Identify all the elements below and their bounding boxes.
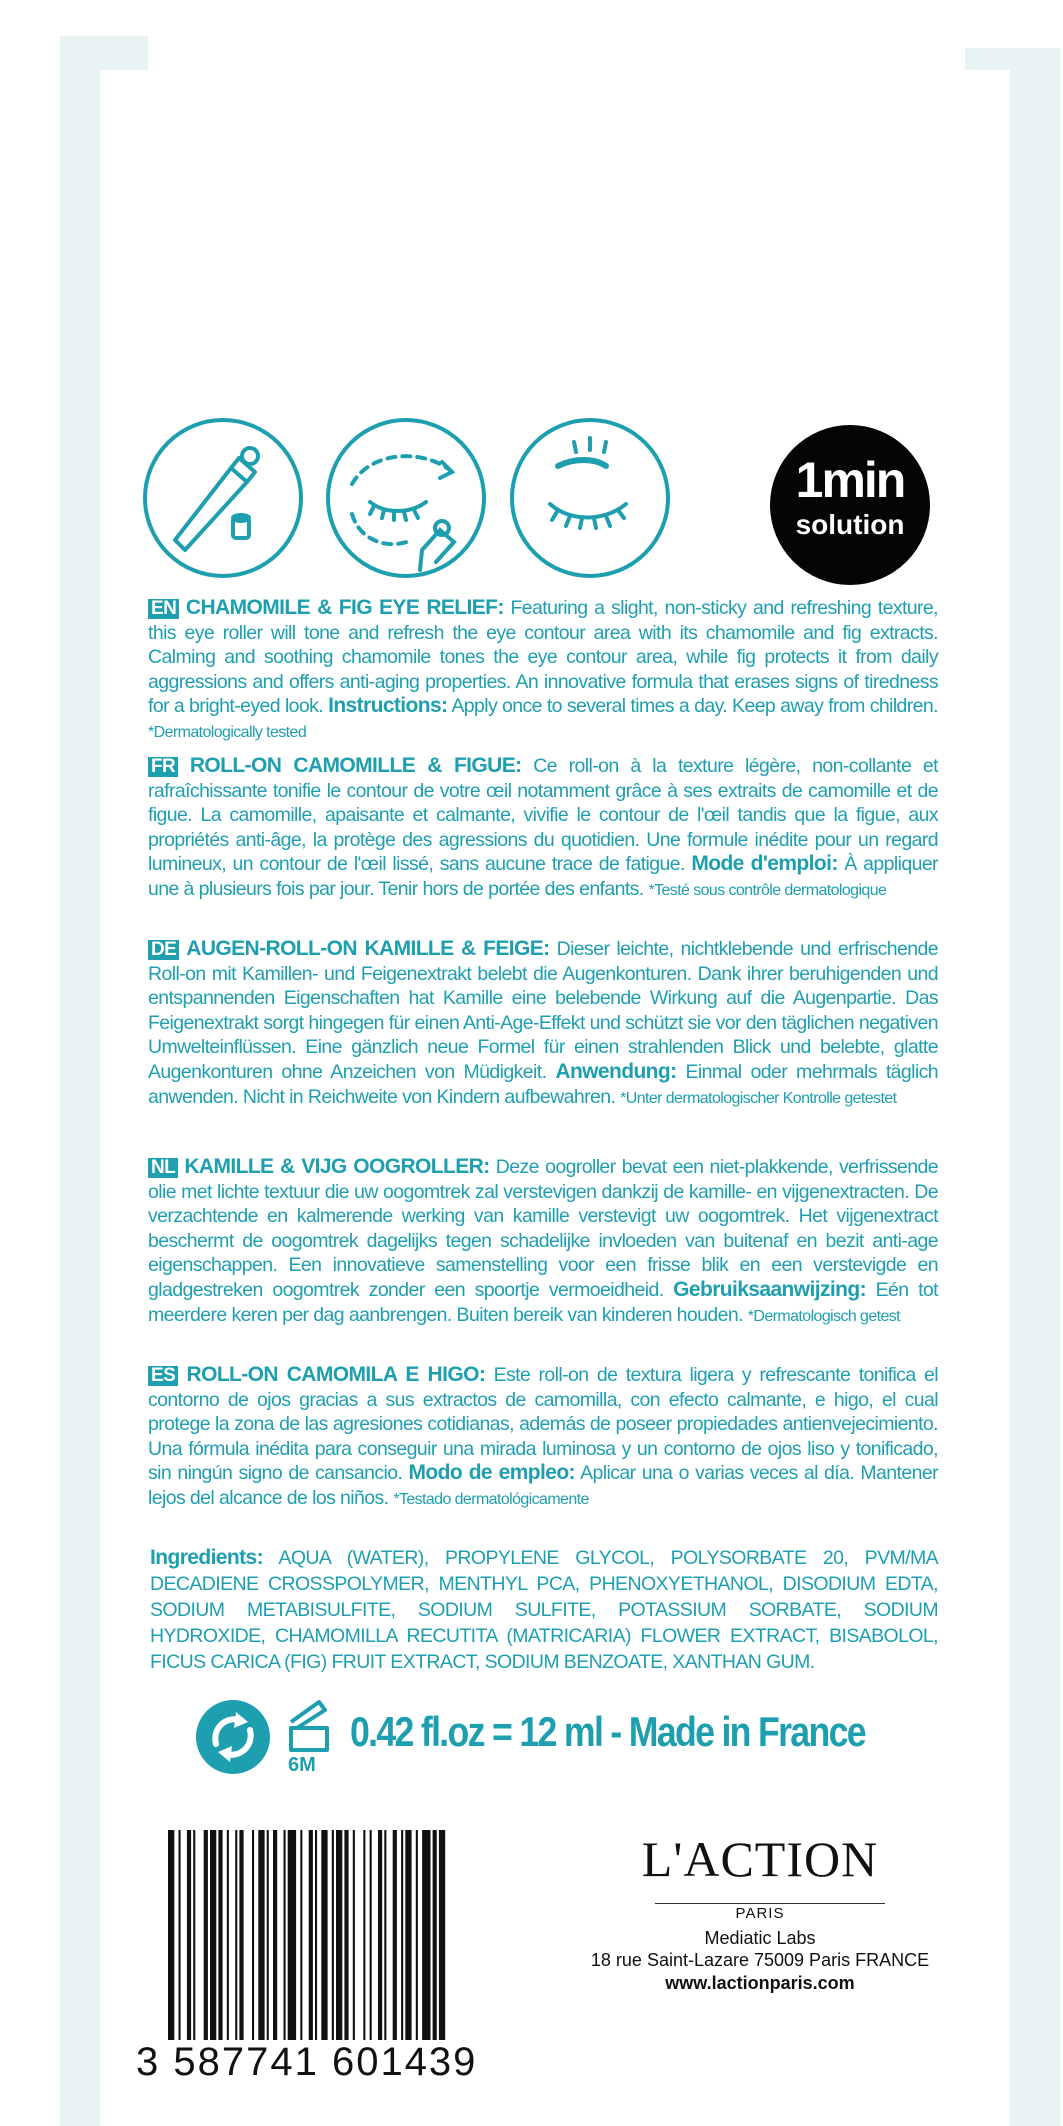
- company-address: 18 rue Saint-Lazare 75009 Paris FRANCE: [590, 1950, 930, 1970]
- section-title: KAMILLE & VIJG OOGROLLER:: [184, 1155, 490, 1178]
- lang-code-es: ES: [148, 1366, 178, 1386]
- instructions-text: Eén tot meerdere keren per dag aanbrengen. Buiten bereik van kinderen houden.: [148, 1278, 938, 1326]
- section-body: Ce roll-on à la texture légère, non-collante et rafraîchissante tonifie le contour de votre œil notamment grâce à ses extraits de camomille et de figue. La camomille, apaisante et calmante, vivifie le contour de l'œil tandis que la figue, aux propriétés anti-âge, la protège des agressions du quotidien. Une formule inédite pour un regard lumineux, un contour de l'œil lissé, sans aucune trace de fatigue.: [148, 755, 938, 876]
- test-note: *Testado dermatológicamente: [393, 1490, 589, 1508]
- badge-small-text: solution: [795, 509, 905, 540]
- lang-code-en: EN: [148, 599, 179, 619]
- instructions-text: Einmal oder mehrmals täglich anwenden. Nicht in Reichweite von Kindern aufbewahren.: [148, 1060, 938, 1108]
- section-body: Dieser leichte, nichtklebende und erfrischende Roll-on mit Kamillen- und Feigenextrakt belebt die Augenkonturen. Dank ihrer beruhigenden und entspannenden Eigenschaften hat Kamille eine belebende Wirkung auf die Augenpartie. Das Feigenextrakt sorgt hingegen für einen Anti-Age-Effekt und schützt sie vor den täglichen negativen Umwelteinflüssen. Eine gänzlich neue Formel für einen strahlenden Blick und belebte, glatte Augenkonturen ohne Anzeichen von Müdigkeit.: [148, 938, 938, 1083]
- instructions-text: Aplicar una o varias veces al día. Mantener lejos del alcance de los niños.: [148, 1462, 938, 1509]
- pao-label: 6M: [288, 1754, 316, 1776]
- section-title: ROLL-ON CAMOMILA E HIGO:: [186, 1363, 486, 1386]
- instructions-label: Instructions:: [328, 694, 448, 718]
- apply-motion-icon: [326, 418, 486, 578]
- section-title: CHAMOMILE & FIG EYE RELIEF:: [185, 596, 504, 619]
- instructions-text: Apply once to several times a day. Keep away from children.: [451, 695, 938, 718]
- section-body: Deze oogroller bevat een niet-plakkende, verfrissende olie met lichte textuur die uw oogomtrek zal verstevigen dankzij de kamille- en vijgenextracten. De verzachtende en kalmerende werking van kamille verstevigt uw oogomtrek. Het vijgenextract beschermt de oogomtrek dagelijks tegen schadelijke invloeden van buitenaf en bezit anti-age eigenschappen. Een innovatieve samenstelling voor een frisse blik en een verstevigde en gladgestreken oogomtrek zonder een spoortje vermoeidheid.: [148, 1156, 938, 1301]
- section-title: ROLL-ON CAMOMILLE & FIGUE:: [189, 754, 522, 777]
- barcode-graphic: [168, 1830, 508, 2040]
- test-note: *Unter dermatologischer Kontrolle getestet: [620, 1089, 897, 1107]
- ingredients-block: [150, 1545, 938, 1675]
- section-es: [148, 1363, 938, 1513]
- badge-big-text: 1min: [795, 452, 905, 508]
- lang-code-nl: NL: [148, 1158, 178, 1178]
- brand-divider: [655, 1903, 885, 1904]
- one-min-solution-badge: [770, 425, 930, 585]
- roller-icon: [143, 418, 303, 578]
- company-name: Mediatic Labs: [704, 1928, 816, 1948]
- brand-city: PARIS: [735, 1905, 785, 1922]
- test-note: *Dermatologically tested: [148, 723, 307, 741]
- lang-code-de: DE: [148, 940, 179, 960]
- lang-code-fr: FR: [148, 757, 178, 777]
- section-en: [148, 596, 938, 746]
- brand-logo: L'ACTION: [641, 1831, 879, 1887]
- ingredients-label: Ingredients:: [150, 1546, 263, 1569]
- bright-eye-icon: [510, 418, 670, 578]
- instructions-label: Modo de empleo:: [408, 1461, 575, 1485]
- ingredients-list: AQUA (WATER), PROPYLENE GLYCOL, POLYSORBATE 20, PVM/MA DECADIENE CROSSPOLYMER, MENTHYL PCA, PHENOXYETHANOL, DISODIUM EDTA, SODIUM METABISULFITE, SODIUM SULFITE, POTASSIUM SORBATE, SODIUM HYDROXIDE, CHAMOMILLA RECUTITA (MATRICARIA) FLOWER EXTRACT, BISABOLOL, FICUS CARICA (FIG) FRUIT EXTRACT, SODIUM BENZOATE, XANTHAN GUM.: [150, 1547, 938, 1673]
- instructions-label: Anwendung:: [555, 1059, 677, 1083]
- recycle-icon: [196, 1700, 270, 1774]
- test-note: *Testé sous contrôle dermatologique: [648, 881, 887, 899]
- instructions-label: Gebruiksaanwijzing:: [673, 1277, 866, 1301]
- instructions-text: À appliquer une à plusieurs fois par jour. Tenir hors de portée des enfants.: [148, 853, 938, 900]
- section-body: Featuring a slight, non-sticky and refreshing texture, this eye roller will tone and refresh the eye contour area with its chamomile and fig extracts. Calming and soothing chamomile tones the eye contour area, while fig protects it from daily aggressions and offers anti-aging properties. An innovative formula that erases signs of tiredness for a bright-eyed look.: [148, 597, 938, 718]
- instructions-label: Mode d'emploi:: [691, 852, 838, 876]
- section-nl: [148, 1155, 938, 1329]
- section-de: [148, 937, 938, 1111]
- section-body: Este roll-on de textura ligera y refrescante tonifica el contorno de ojos gracias a sus extractos de camomilla, con efecto calmante, e higo, el cual protege la zona de las agresiones cotidianas, además de poseer propiedades antienvejecimiento. Una fórmula inédita para conseguir una mirada luminosa y un contorno de ojos liso y tonificado, sin ningún signo de cansancio.: [148, 1364, 938, 1485]
- section-title: AUGEN-ROLL-ON KAMILLE & FEIGE:: [186, 937, 550, 960]
- barcode-number: 3 587741 601439: [136, 2040, 478, 2084]
- test-note: *Dermatologisch getest: [747, 1307, 901, 1325]
- section-fr: [148, 754, 938, 904]
- company-website: www.lactionparis.com: [665, 1973, 855, 1993]
- volume-origin-text: 0.42 fl.oz = 12 ml - Made in France: [350, 1708, 865, 1755]
